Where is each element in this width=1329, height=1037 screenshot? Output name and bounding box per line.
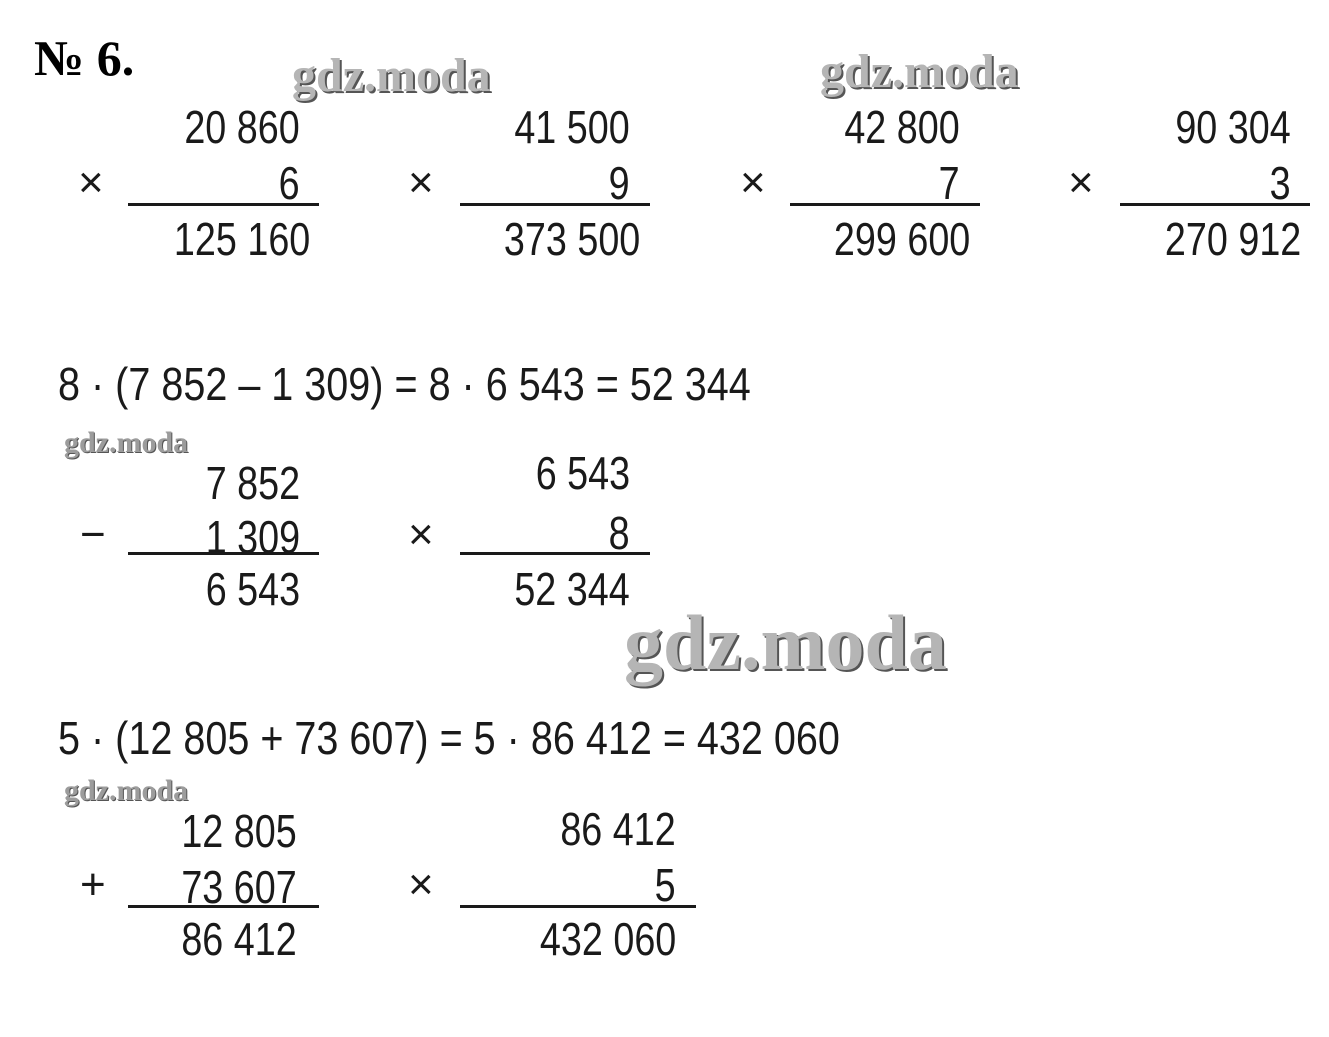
result-line xyxy=(790,203,980,206)
operator-sign: − xyxy=(80,510,106,559)
top-operand: 42 800 xyxy=(844,101,960,153)
result-line xyxy=(128,203,319,206)
result-value: 299 600 xyxy=(833,213,970,265)
bottom-operand: 9 xyxy=(609,157,630,209)
top-operand: 86 412 xyxy=(560,803,676,855)
bottom-operand: 73 607 xyxy=(181,861,297,913)
operator-sign: × xyxy=(408,860,434,909)
result-line xyxy=(128,552,319,555)
top-operand: 12 805 xyxy=(181,805,297,857)
exercise-title: № 6. xyxy=(34,30,135,86)
result-line xyxy=(128,905,319,908)
operator-sign: × xyxy=(1068,158,1094,207)
result-value: 125 160 xyxy=(173,213,310,265)
watermark: gdz.moda xyxy=(64,774,189,807)
bottom-operand: 3 xyxy=(1270,157,1291,209)
operator-sign: + xyxy=(80,860,106,909)
operator-sign: × xyxy=(408,510,434,559)
result-value: 270 912 xyxy=(1164,213,1301,265)
operator-sign: × xyxy=(78,158,104,207)
watermark: gdz.moda xyxy=(64,426,189,459)
result-line xyxy=(460,203,650,206)
bottom-operand: 1 309 xyxy=(205,511,300,563)
top-operand: 20 860 xyxy=(184,101,300,153)
watermark: gdz.moda xyxy=(820,45,1019,98)
watermark: gdz.moda xyxy=(292,49,491,102)
top-operand: 90 304 xyxy=(1175,101,1291,153)
result-value: 52 344 xyxy=(514,563,630,615)
result-value: 373 500 xyxy=(503,213,640,265)
bottom-operand: 6 xyxy=(279,157,300,209)
result-value: 86 412 xyxy=(181,913,297,965)
watermark: gdz.moda xyxy=(624,599,947,686)
top-operand: 7 852 xyxy=(205,457,300,509)
result-value: 6 543 xyxy=(205,563,300,615)
result-line xyxy=(460,905,696,908)
result-line xyxy=(1120,203,1310,206)
bottom-operand: 5 xyxy=(655,859,676,911)
bottom-operand: 8 xyxy=(609,507,630,559)
result-line xyxy=(460,552,650,555)
operator-sign: × xyxy=(740,158,766,207)
top-operand: 6 543 xyxy=(535,447,630,499)
bottom-operand: 7 xyxy=(939,157,960,209)
result-value: 432 060 xyxy=(539,913,676,965)
expression-1: 8 · (7 852 – 1 309) = 8 · 6 543 = 52 344 xyxy=(58,358,751,410)
expression-2: 5 · (12 805 + 73 607) = 5 · 86 412 = 432 060 xyxy=(58,712,840,764)
operator-sign: × xyxy=(408,158,434,207)
top-operand: 41 500 xyxy=(514,101,630,153)
